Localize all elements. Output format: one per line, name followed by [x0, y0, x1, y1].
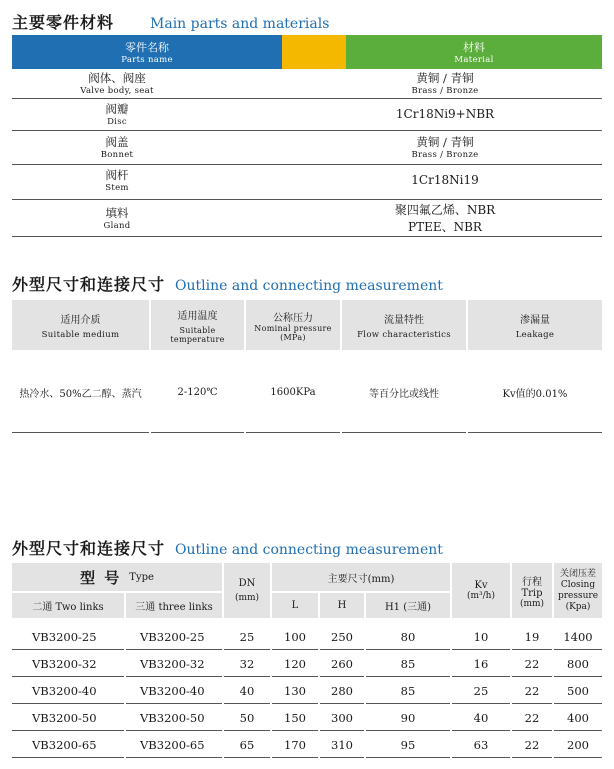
cell-value: 50 [239, 710, 255, 725]
row-divider [12, 432, 149, 433]
row-divider [468, 432, 602, 433]
header-material-en: Material [454, 55, 494, 65]
header-en: Leakage [515, 329, 555, 340]
row-divider [272, 676, 318, 677]
value: Kv值的0.01% [502, 388, 568, 400]
dims-header-trip [512, 563, 552, 618]
type-en: Type [129, 571, 154, 583]
cell-value: 100 [284, 629, 306, 644]
table-cell-H1 [366, 678, 450, 703]
row-divider [224, 676, 270, 677]
specs-value-leakage [468, 380, 602, 404]
specs-header-flow [342, 300, 466, 350]
header-cn: 适用温度 [177, 310, 218, 322]
table-cell-dn [224, 624, 270, 649]
table-cell-dn [224, 651, 270, 676]
header-en-unit: (MPa) [280, 332, 306, 342]
row-divider [320, 757, 364, 758]
dims-header-l [272, 593, 318, 618]
cell-value: 130 [284, 683, 306, 698]
table-cell-L [272, 651, 318, 676]
part-en: Disc [107, 117, 127, 127]
row-divider [366, 649, 450, 650]
part-en: Gland [103, 221, 131, 231]
specs-value-pressure [246, 380, 340, 404]
table-cell-three [126, 678, 222, 703]
cell-value: 170 [284, 737, 306, 752]
table-cell-kv [452, 678, 510, 703]
cell-value: 22 [524, 737, 540, 752]
table-cell-two [12, 678, 124, 703]
table-row [12, 165, 222, 195]
material-en: Brass / Bronze [411, 150, 479, 160]
row-divider [366, 703, 450, 704]
cell-value: 310 [331, 737, 353, 752]
table-row-material [330, 70, 560, 96]
cell-value: 22 [524, 710, 540, 725]
table-cell-trip [512, 732, 552, 757]
dims-header-closing [554, 563, 602, 618]
table-cell-H1 [366, 732, 450, 757]
section2-title-cn: 外型尺寸和连接尺寸 [12, 275, 166, 294]
row-divider [554, 676, 602, 677]
header-en: Nominal pressure [254, 323, 332, 333]
row-divider [512, 676, 552, 677]
cell-value: VB3200-32 [140, 656, 205, 671]
table-row [12, 100, 222, 128]
row-divider [366, 676, 450, 677]
cell-value: 260 [331, 656, 353, 671]
part-cn: 阀杆 [105, 168, 129, 182]
header-material-cn: 材料 [463, 41, 485, 54]
material-en: PTEE、NBR [408, 220, 482, 234]
cell-value: 22 [524, 656, 540, 671]
cell-value: 40 [239, 683, 255, 698]
table-cell-trip [512, 678, 552, 703]
dims-header-kv [452, 563, 510, 618]
trip-cn: 行程 [522, 576, 542, 588]
row-divider [512, 757, 552, 758]
row-divider [12, 199, 602, 200]
header-cn: 公称压力 [273, 312, 313, 324]
cell-value: 40 [473, 710, 489, 725]
part-cn: 阀体、阀座 [88, 71, 146, 85]
section3-title-cn: 外型尺寸和连接尺寸 [12, 539, 166, 558]
table-cell-close [554, 624, 602, 649]
materials-header-part [12, 35, 282, 69]
table-cell-trip [512, 624, 552, 649]
header-en: Flow characteristics [357, 329, 451, 340]
row-divider [512, 730, 552, 731]
header-cn: 渗漏量 [520, 314, 550, 326]
row-divider [554, 703, 602, 704]
cell-value: VB3200-25 [32, 629, 97, 644]
value: 1600KPa [270, 386, 316, 398]
cell-value: 19 [524, 629, 540, 644]
row-divider [12, 757, 124, 758]
table-cell-H [320, 624, 364, 649]
table-cell-dn [224, 705, 270, 730]
cell-value: 90 [400, 710, 416, 725]
cell-value: 300 [331, 710, 353, 725]
table-cell-H [320, 705, 364, 730]
row-divider [554, 757, 602, 758]
cell-value: 280 [331, 683, 353, 698]
kv-label: Kv [474, 580, 488, 591]
row-divider [366, 730, 450, 731]
cell-value: 250 [331, 629, 353, 644]
table-cell-close [554, 678, 602, 703]
row-divider [12, 130, 602, 131]
row-divider [126, 757, 222, 758]
part-cn: 阀瓣 [105, 102, 129, 116]
specs-header-leakage [468, 300, 602, 350]
table-cell-H1 [366, 624, 450, 649]
section3-title [12, 536, 443, 559]
row-divider [126, 676, 222, 677]
cell-value: VB3200-25 [140, 629, 205, 644]
row-divider [452, 649, 510, 650]
dims-header-type [12, 563, 222, 591]
cell-value: 25 [239, 629, 255, 644]
specs-value-flow [342, 380, 466, 404]
table-cell-L [272, 678, 318, 703]
dn-unit: (mm) [234, 593, 260, 603]
cell-value: VB3200-40 [32, 683, 97, 698]
table-cell-H [320, 651, 364, 676]
row-divider [12, 649, 124, 650]
row-divider [12, 703, 124, 704]
table-cell-three [126, 624, 222, 649]
three-links-label: 三通 three links [135, 602, 213, 613]
table-cell-kv [452, 705, 510, 730]
table-cell-H1 [366, 705, 450, 730]
row-divider [452, 676, 510, 677]
cell-value: 25 [473, 683, 489, 698]
h1-label: H1 (三通) [384, 602, 432, 613]
table-cell-three [126, 705, 222, 730]
cell-value: 85 [400, 656, 416, 671]
dims-header-h [320, 593, 364, 618]
trip-en: Trip [521, 587, 543, 599]
dims-header-main [272, 563, 450, 591]
section2-title-en: Outline and connecting measurement [175, 278, 443, 294]
row-divider [272, 730, 318, 731]
row-divider [224, 730, 270, 731]
part-cn: 阀盖 [105, 135, 129, 149]
close-cn: 关闭压差 [559, 568, 596, 579]
close-en1: Closing [560, 579, 596, 590]
h-label: H [337, 600, 347, 611]
cell-value: 400 [567, 710, 589, 725]
row-divider [224, 703, 270, 704]
table-cell-dn [224, 732, 270, 757]
table-cell-dn [224, 678, 270, 703]
row-divider [126, 730, 222, 731]
row-divider [12, 676, 124, 677]
table-row-material [330, 201, 560, 235]
cell-value: VB3200-65 [140, 737, 205, 752]
two-links-label: 二通 Two links [32, 602, 104, 613]
cell-value: 63 [473, 737, 489, 752]
section1-title [12, 10, 329, 33]
cell-value: 500 [567, 683, 589, 698]
row-divider [224, 757, 270, 758]
materials-header-divider-block [282, 35, 346, 69]
row-divider [272, 703, 318, 704]
table-cell-close [554, 732, 602, 757]
row-divider [554, 730, 602, 731]
dims-header-three-links [126, 593, 222, 618]
row-divider [452, 757, 510, 758]
part-cn: 填料 [105, 206, 129, 220]
cell-value: 800 [567, 656, 589, 671]
table-row-material [330, 165, 560, 195]
row-divider [272, 649, 318, 650]
material-en: Brass / Bronze [411, 86, 479, 96]
part-en: Valve body, seat [80, 86, 154, 96]
cell-value: 80 [400, 629, 416, 644]
material-cn: 黄铜 / 青铜 [416, 135, 474, 149]
row-divider [512, 649, 552, 650]
cell-value: 85 [400, 683, 416, 698]
table-cell-close [554, 651, 602, 676]
section3-title-en: Outline and connecting measurement [175, 542, 443, 558]
main-dims-label: 主要尺寸(mm) [327, 573, 395, 585]
value: 热冷水、50%乙二醇、蒸汽 [19, 388, 142, 400]
table-cell-close [554, 705, 602, 730]
section1-title-cn: 主要零件材料 [12, 13, 115, 32]
specs-value-medium [12, 380, 149, 404]
row-divider [342, 432, 466, 433]
value: 2-120℃ [177, 386, 218, 398]
cell-value: VB3200-65 [32, 737, 97, 752]
dn-label: DN [238, 578, 256, 589]
dims-header-h1 [366, 593, 450, 618]
table-cell-two [12, 624, 124, 649]
row-divider [554, 649, 602, 650]
cell-value: 200 [567, 737, 589, 752]
table-row [12, 201, 222, 235]
materials-header-material [346, 35, 602, 69]
cell-value: 1400 [563, 629, 593, 644]
cell-value: 32 [239, 656, 255, 671]
part-en: Stem [105, 183, 129, 193]
cell-value: 65 [239, 737, 255, 752]
row-divider [12, 730, 124, 731]
cell-value: 10 [473, 629, 489, 644]
close-unit: (Kpa) [565, 601, 591, 612]
header-en: Suitable medium [41, 329, 120, 340]
specs-header-temperature [151, 300, 244, 350]
material-cn: 黄铜 / 青铜 [416, 71, 474, 85]
specs-value-temperature [151, 380, 244, 404]
table-cell-two [12, 705, 124, 730]
cell-value: 150 [284, 710, 306, 725]
table-cell-L [272, 732, 318, 757]
cell-value: VB3200-50 [32, 710, 97, 725]
specs-header-medium [12, 300, 149, 350]
material-cn: 聚四氟乙烯、NBR [394, 203, 496, 217]
cell-value: VB3200-40 [140, 683, 205, 698]
dims-header-dn [224, 563, 270, 618]
part-en: Bonnet [100, 150, 134, 160]
row-divider [126, 703, 222, 704]
table-cell-L [272, 624, 318, 649]
trip-unit: (mm) [519, 598, 545, 609]
row-divider [224, 649, 270, 650]
row-divider [12, 236, 602, 237]
table-cell-H1 [366, 651, 450, 676]
header-cn: 流量特性 [384, 314, 424, 326]
table-cell-two [12, 732, 124, 757]
header-en: Suitable temperature [170, 325, 225, 344]
table-cell-kv [452, 732, 510, 757]
table-row [12, 132, 222, 162]
row-divider [12, 98, 602, 99]
row-divider [246, 432, 340, 433]
table-cell-kv [452, 624, 510, 649]
table-cell-L [272, 705, 318, 730]
table-cell-three [126, 651, 222, 676]
header-part-cn: 零件名称 [125, 41, 169, 54]
row-divider [320, 649, 364, 650]
kv-unit: (m³/h) [467, 591, 495, 601]
cell-value: 95 [400, 737, 416, 752]
type-cn: 型 号 [80, 568, 122, 587]
table-cell-H [320, 732, 364, 757]
l-label: L [291, 600, 299, 611]
table-cell-two [12, 651, 124, 676]
row-divider [452, 730, 510, 731]
table-row-material [330, 100, 560, 128]
row-divider [320, 703, 364, 704]
cell-value: 120 [284, 656, 306, 671]
section2-title [12, 272, 443, 295]
material-cn: 1Cr18Ni9+NBR [395, 107, 495, 121]
table-cell-trip [512, 651, 552, 676]
cell-value: VB3200-32 [32, 656, 97, 671]
row-divider [512, 703, 552, 704]
row-divider [126, 649, 222, 650]
value: 等百分比或线性 [369, 388, 439, 400]
material-cn: 1Cr18Ni19 [411, 173, 479, 187]
dims-header-two-links [12, 593, 124, 618]
section1-title-en: Main parts and materials [150, 16, 330, 32]
table-cell-trip [512, 705, 552, 730]
header-part-en: Parts name [121, 55, 173, 65]
row-divider [320, 730, 364, 731]
cell-value: VB3200-50 [140, 710, 205, 725]
table-cell-three [126, 732, 222, 757]
specs-header-pressure [246, 300, 340, 350]
header-cn: 适用介质 [60, 314, 101, 326]
row-divider [272, 757, 318, 758]
row-divider [320, 676, 364, 677]
table-row-material [330, 132, 560, 162]
table-cell-H [320, 678, 364, 703]
row-divider [452, 703, 510, 704]
cell-value: 22 [524, 683, 540, 698]
row-divider [151, 432, 244, 433]
table-row [12, 70, 222, 96]
row-divider [366, 757, 450, 758]
cell-value: 16 [473, 656, 489, 671]
table-cell-kv [452, 651, 510, 676]
close-en2: pressure [557, 590, 599, 601]
